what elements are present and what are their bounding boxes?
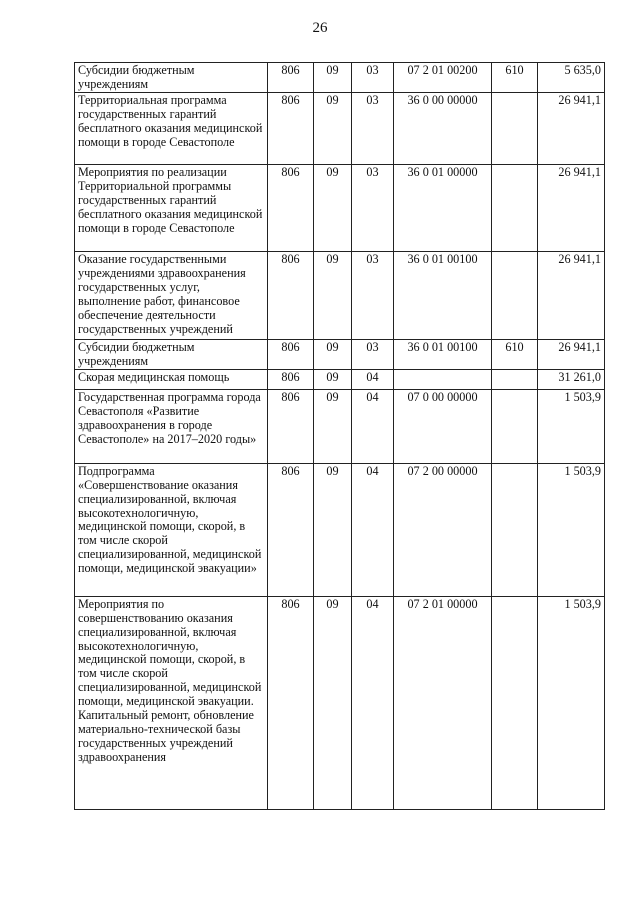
- cell-type: 610: [492, 340, 538, 370]
- table-row: [75, 369, 605, 389]
- page-number: 26: [312, 20, 328, 36]
- cell-name: Подпрограмма «Совершенствование оказания специализированной, включая высокотехнологичную, медицинской помощи, скорой, в том числе скорой специализированной, медицинской помощи, медицинской эвакуации»: [75, 463, 268, 596]
- cell-section: 09: [314, 389, 352, 463]
- table-row: [75, 463, 605, 596]
- cell-type: 610: [492, 63, 538, 93]
- table-row: [75, 165, 605, 252]
- cell-amount: 26 941,1: [538, 165, 605, 252]
- cell-section: 09: [314, 93, 352, 165]
- cell-amount: 1 503,9: [538, 389, 605, 463]
- cell-subsection: 03: [352, 340, 394, 370]
- cell-amount: 31 261,0: [538, 369, 605, 389]
- cell-subsection: 04: [352, 463, 394, 596]
- cell-admin: 806: [268, 369, 314, 389]
- cell-name: Скорая медицинская помощь: [75, 369, 268, 389]
- cell-target: [394, 369, 492, 389]
- cell-subsection: 03: [352, 165, 394, 252]
- cell-section: 09: [314, 596, 352, 809]
- cell-target: 07 2 01 00200: [394, 63, 492, 93]
- cell-subsection: 03: [352, 252, 394, 340]
- cell-amount: 26 941,1: [538, 93, 605, 165]
- cell-name: Мероприятия по реализации Территориальной программы государственных гарантий бесплатного оказания медицинской помощи в городе Севастополе: [75, 165, 268, 252]
- table-row: [75, 340, 605, 370]
- cell-name: Мероприятия по совершенствованию оказания специализированной, включая высокотехнологичную, медицинской помощи, скорой, в том числе скорой специализированной, медицинской помощи, медицинской эвакуации. Капитальный ремонт, обновление материально-технической базы государственных учреждений здравоохранения: [75, 596, 268, 809]
- cell-section: 09: [314, 340, 352, 370]
- cell-subsection: 03: [352, 93, 394, 165]
- cell-target: 36 0 01 00100: [394, 340, 492, 370]
- cell-admin: 806: [268, 165, 314, 252]
- cell-amount: 1 503,9: [538, 463, 605, 596]
- cell-target: 07 2 01 00000: [394, 596, 492, 809]
- cell-name: Территориальная программа государственных гарантий бесплатного оказания медицинской помощи в городе Севастополе: [75, 93, 268, 165]
- cell-name: Субсидии бюджетным учреждениям: [75, 340, 268, 370]
- cell-admin: 806: [268, 463, 314, 596]
- cell-type: [492, 369, 538, 389]
- cell-amount: 5 635,0: [538, 63, 605, 93]
- cell-target: 36 0 01 00000: [394, 165, 492, 252]
- cell-admin: 806: [268, 252, 314, 340]
- table-row: [75, 63, 605, 93]
- cell-type: [492, 389, 538, 463]
- cell-type: [492, 165, 538, 252]
- cell-name: Государственная программа города Севастополя «Развитие здравоохранения в городе Севастополе» на 2017–2020 годы»: [75, 389, 268, 463]
- cell-section: 09: [314, 165, 352, 252]
- cell-admin: 806: [268, 93, 314, 165]
- cell-target: 07 2 00 00000: [394, 463, 492, 596]
- table-row: [75, 252, 605, 340]
- cell-admin: 806: [268, 63, 314, 93]
- budget-table: [74, 62, 605, 810]
- cell-target: 07 0 00 00000: [394, 389, 492, 463]
- cell-subsection: 04: [352, 369, 394, 389]
- table-row: [75, 93, 605, 165]
- cell-admin: 806: [268, 389, 314, 463]
- budget-table-body: [75, 63, 605, 810]
- cell-section: 09: [314, 369, 352, 389]
- cell-subsection: 04: [352, 389, 394, 463]
- cell-section: 09: [314, 463, 352, 596]
- cell-section: 09: [314, 252, 352, 340]
- cell-name: Субсидии бюджетным учреждениям: [75, 63, 268, 93]
- cell-type: [492, 463, 538, 596]
- cell-admin: 806: [268, 340, 314, 370]
- cell-type: [492, 252, 538, 340]
- cell-type: [492, 596, 538, 809]
- table-row: [75, 596, 605, 809]
- cell-amount: 26 941,1: [538, 340, 605, 370]
- cell-amount: 1 503,9: [538, 596, 605, 809]
- cell-amount: 26 941,1: [538, 252, 605, 340]
- cell-type: [492, 93, 538, 165]
- cell-subsection: 03: [352, 63, 394, 93]
- table-row: [75, 389, 605, 463]
- cell-subsection: 04: [352, 596, 394, 809]
- cell-target: 36 0 00 00000: [394, 93, 492, 165]
- cell-admin: 806: [268, 596, 314, 809]
- cell-name: Оказание государственными учреждениями здравоохранения государственных услуг, выполнение работ, финансовое обеспечение деятельности государственных учреждений: [75, 252, 268, 340]
- cell-target: 36 0 01 00100: [394, 252, 492, 340]
- cell-section: 09: [314, 63, 352, 93]
